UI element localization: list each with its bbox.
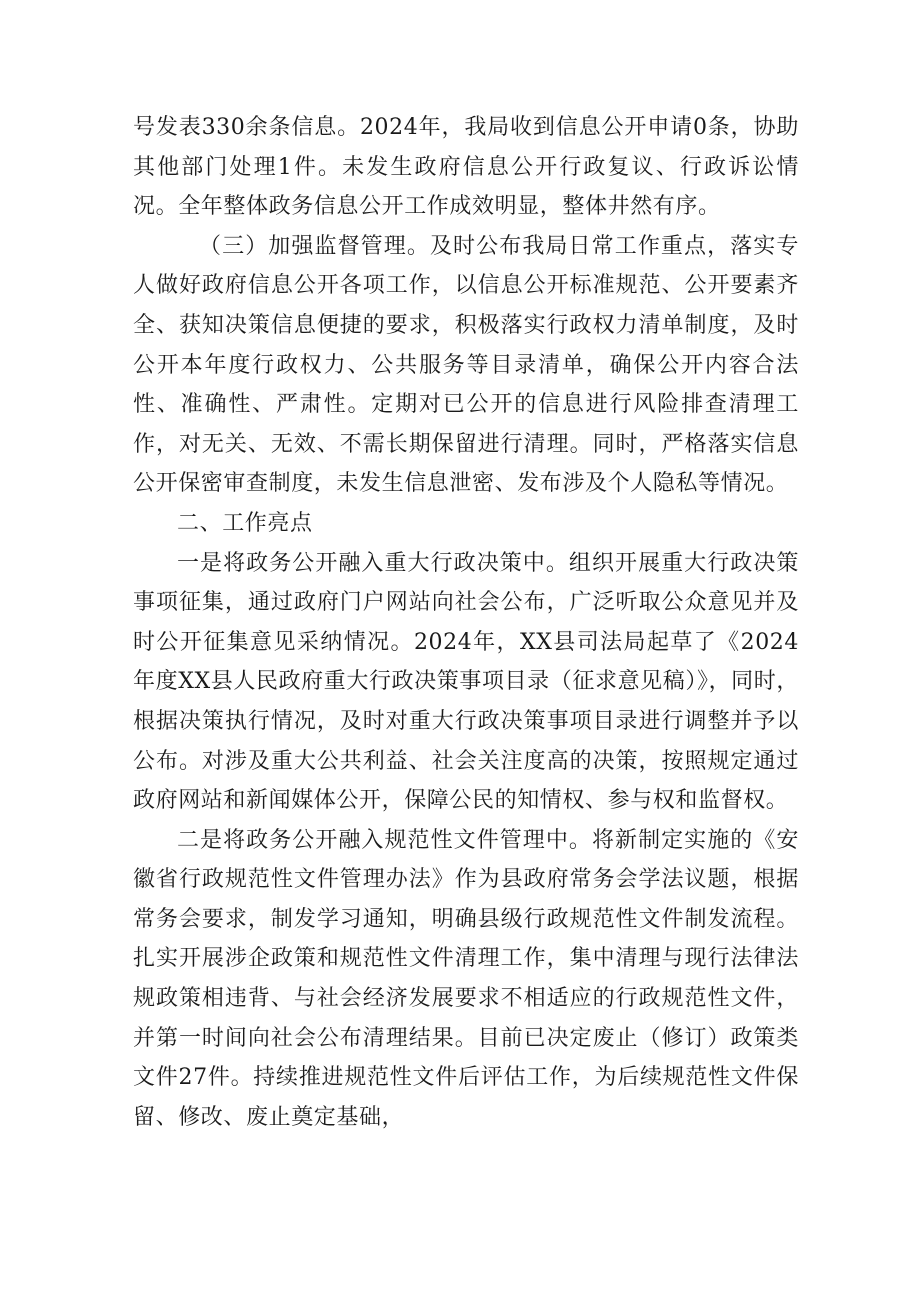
document-body bbox=[133, 108, 799, 1137]
paragraph-supervision: （三）加强监督管理。及时公布我局日常工作重点，落实专人做好政府信息公开各项工作，以信息公开标准规范、公开要素齐全、获知决策信息便捷的要求，积极落实行政权力清单制度，及时公开本年度行政权力、公共服务等目录清单，确保公开内容合法性、准确性、严肃性。定期对已公开的信息进行风险排查清理工作，对无关、无效、不需长期保留进行清理。同时，严格落实信息公开保密审查制度，未发生信息泄密、发布涉及个人隐私等情况。 bbox=[133, 233, 799, 497]
paragraph-continuation: 号发表330余条信息。2024年，我局收到信息公开申请0条，协助其他部门处理1件。未发生政府信息公开行政复议、行政诉讼情况。全年整体政务信息公开工作成效明显，整体井然有序。 bbox=[133, 115, 799, 220]
paragraph-major-decisions: 一是将政务公开融入重大行政决策中。组织开展重大行政决策事项征集，通过政府门户网站向社会公布，广泛听取公众意见并及时公开征集意见采纳情况。2024年，XX县司法局起草了《2024年度XX县人民政府重大行政决策事项目录（征求意见稿）》，同时，根据决策执行情况，及时对重大行政决策事项目录进行调整并予以公布。对涉及重大公共利益、社会关注度高的决策，按照规定通过政府网站和新闻媒体公开，保障公民的知情权、参与权和监督权。 bbox=[133, 550, 799, 814]
section-heading-highlights: 二、工作亮点 bbox=[177, 510, 313, 536]
paragraph-normative-docs: 二是将政务公开融入规范性文件管理中。将新制定实施的《安徽省行政规范性文件管理办法》作为县政府常务会学法议题，根据常务会要求，制发学习通知，明确县级行政规范性文件制发流程。扎实开展涉企政策和规范性文件清理工作，集中清理与现行法律法规政策相违背、与社会经济发展要求不相适应的行政规范性文件，并第一时间向社会公布清理结果。目前已决定废止（修订）政策类文件27件。持续推进规范性文件后评估工作，为后续规范性文件保留、修改、废止奠定基础， bbox=[133, 827, 799, 1130]
